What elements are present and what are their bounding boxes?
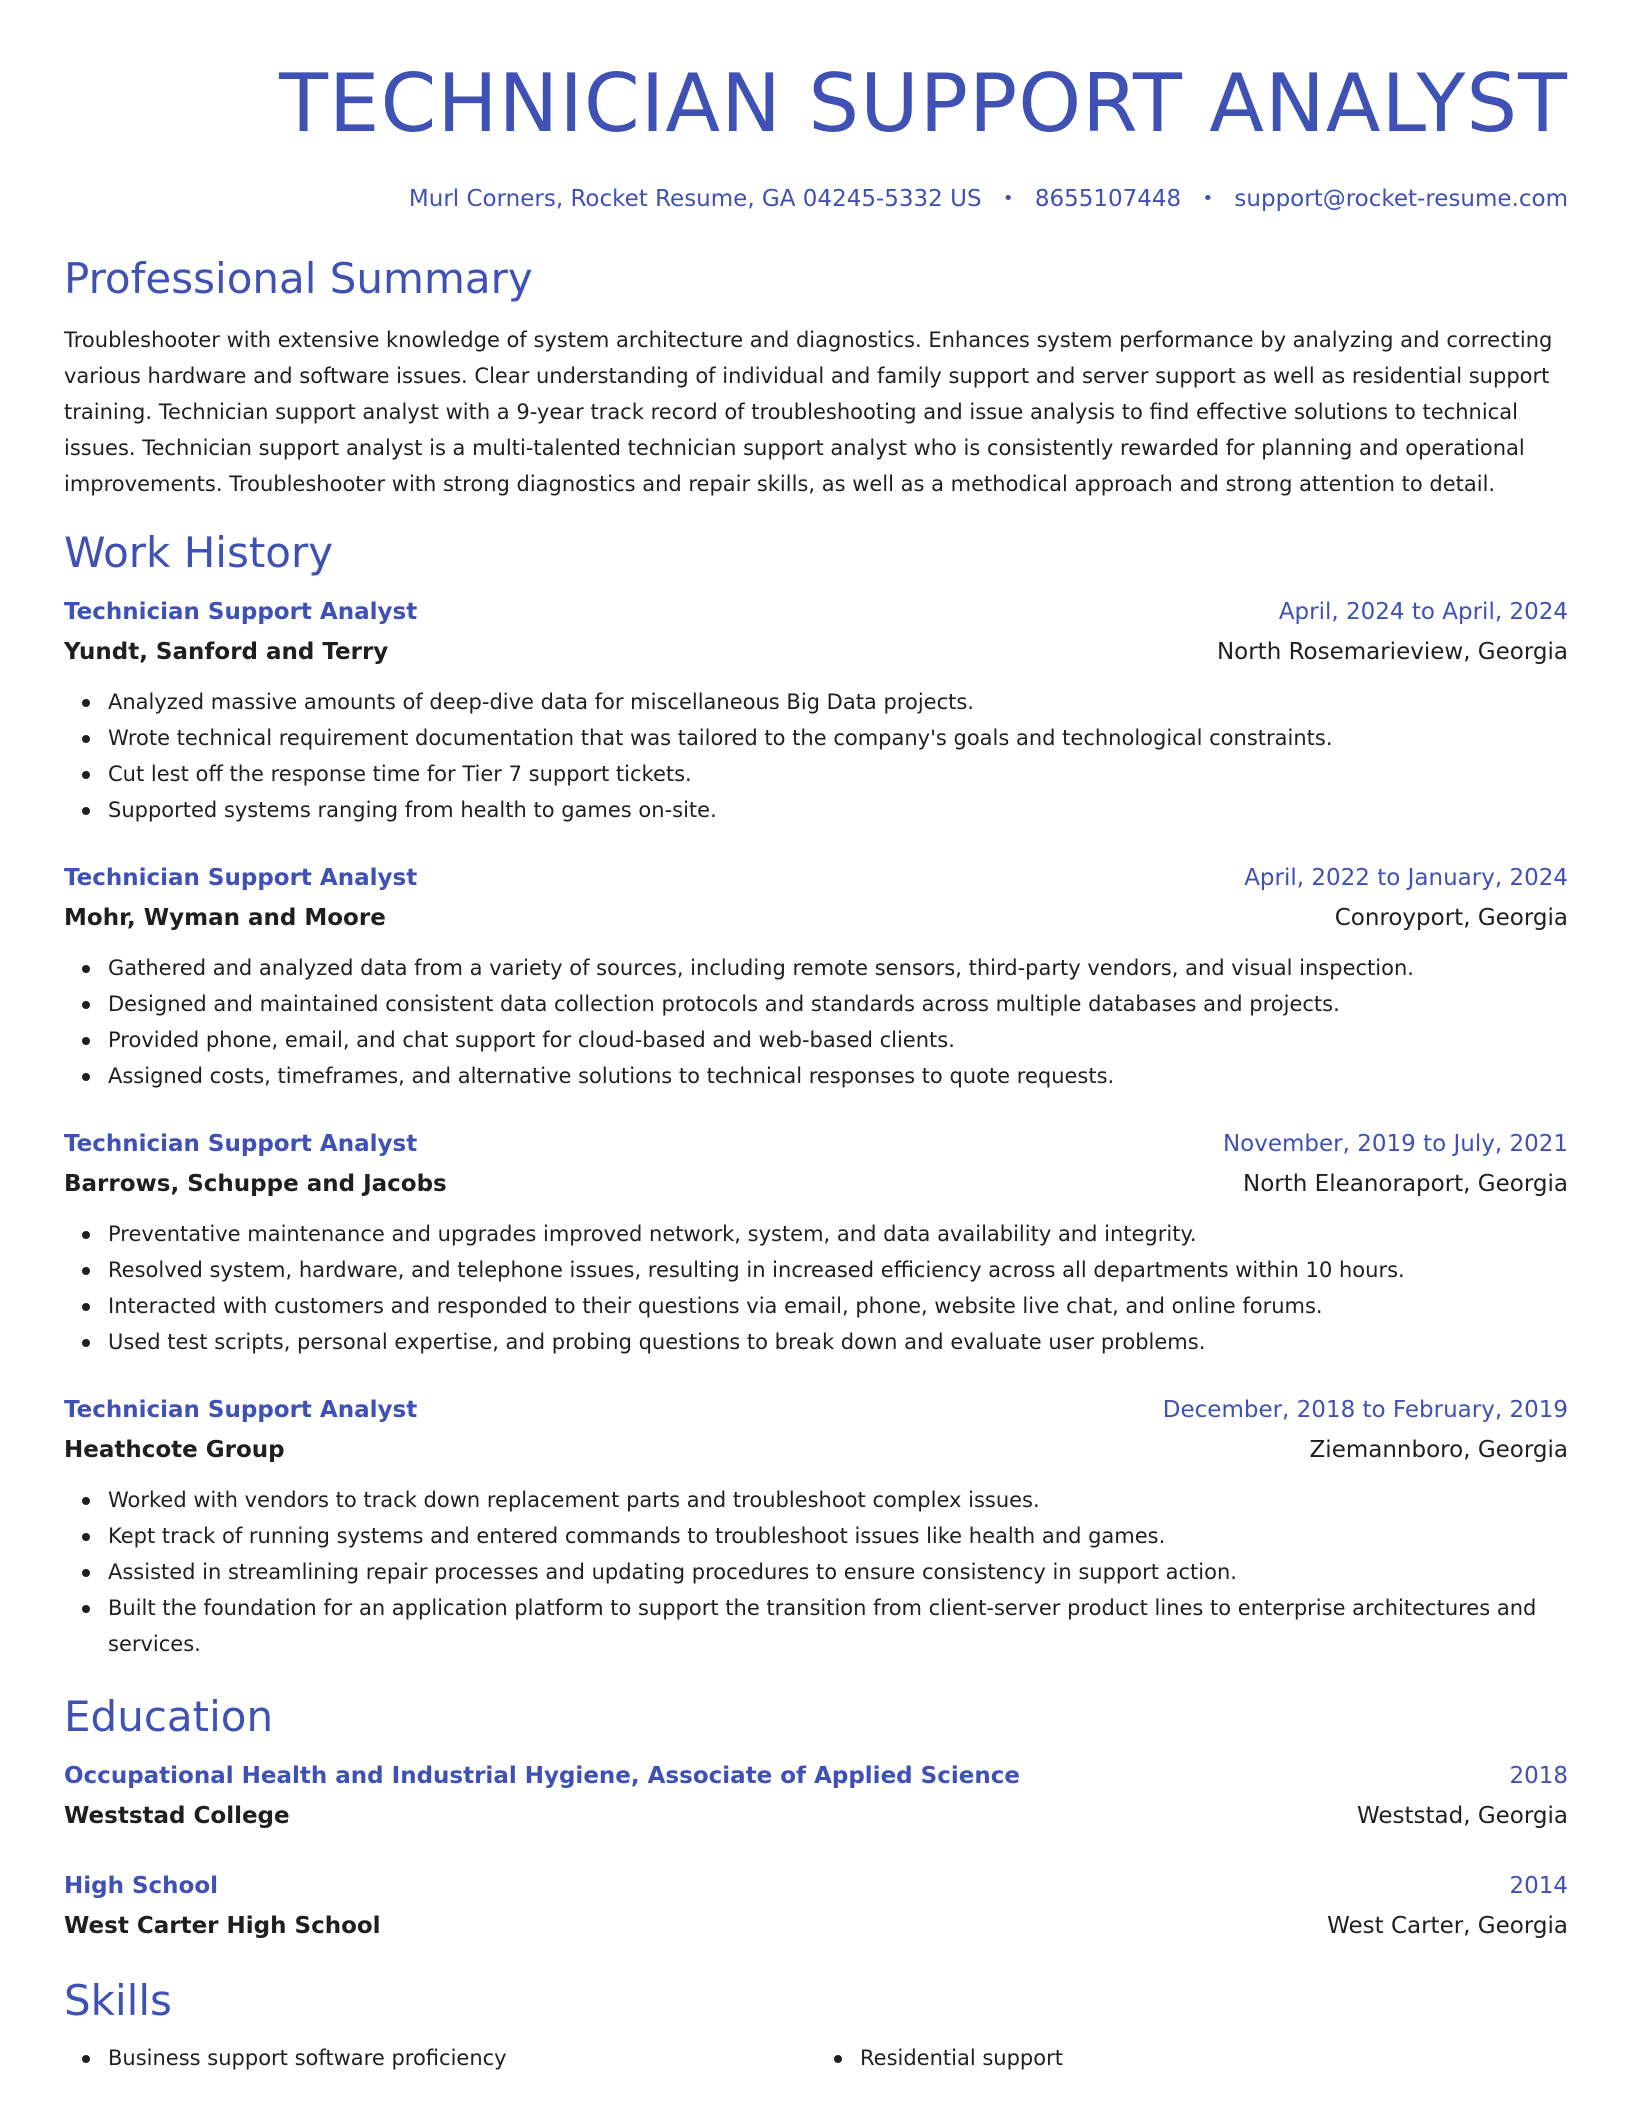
skills-column-right <box>816 2040 1568 2076</box>
skills-list <box>64 2040 1568 2076</box>
job-bullets <box>64 1482 1568 1662</box>
contact-phone: 8655107448 <box>1034 186 1182 212</box>
skill-item: Residential support <box>860 2040 1568 2076</box>
job-company: Yundt, Sanford and Terry <box>64 639 389 665</box>
job-bullet: Resolved system, hardware, and telephone issues, resulting in increased efficiency across all departments within 10 hours. <box>108 1252 1568 1288</box>
job-bullet: Preventative maintenance and upgrades improved network, system, and data availability and integrity. <box>108 1216 1568 1252</box>
job-bullet: Used test scripts, personal expertise, and probing questions to break down and evaluate user problems. <box>108 1324 1568 1360</box>
job-bullet: Gathered and analyzed data from a variety of sources, including remote sensors, third-party vendors, and visual inspection. <box>108 950 1568 986</box>
resume-header <box>64 0 1568 214</box>
job-bullet: Wrote technical requirement documentation that was tailored to the company's goals and technological constraints. <box>108 720 1568 756</box>
contact-separator: • <box>1202 188 1214 209</box>
job-dates: April, 2024 to April, 2024 <box>1278 599 1568 625</box>
job-company: Barrows, Schuppe and Jacobs <box>64 1171 447 1197</box>
contact-email: support@rocket-resume.com <box>1234 186 1568 212</box>
job-role: Technician Support Analyst <box>64 865 418 891</box>
job-role: Technician Support Analyst <box>64 1397 418 1423</box>
job-location: Conroyport, Georgia <box>1334 905 1568 931</box>
job-bullets <box>64 684 1568 828</box>
summary-text: Troubleshooter with extensive knowledge of system architecture and diagnostics. Enhances system performance by analyzing and correcting various hardware and software issues. Clear understanding of individual and family support and server support as well as residential support training. Technician support analyst with a 9-year track record of troubleshooting and issue analysis to find effective solutions to technical issues. Technician support analyst is a multi-talented technician support analyst who is consistently rewarded for planning and operational improvements. Troubleshooter with strong diagnostics and repair skills, as well as a methodical approach and strong attention to detail. <box>64 328 1553 496</box>
job-bullet: Supported systems ranging from health to games on-site. <box>108 792 1568 828</box>
education-heading: Education <box>64 1692 274 1741</box>
education-school: Weststad College <box>64 1803 290 1829</box>
job-bullet: Designed and maintained consistent data collection protocols and standards across multiple databases and projects. <box>108 986 1568 1022</box>
job-location: North Rosemarieview, Georgia <box>1216 639 1568 665</box>
job-location: Ziemannboro, Georgia <box>1309 1437 1568 1463</box>
work-history-heading: Work History <box>64 528 334 577</box>
job-company: Mohr, Wyman and Moore <box>64 905 386 931</box>
education-year: 2014 <box>1509 1873 1568 1899</box>
job-dates: December, 2018 to February, 2019 <box>1162 1397 1568 1423</box>
job-dates: April, 2022 to January, 2024 <box>1244 865 1568 891</box>
education-degree: High School <box>64 1873 219 1899</box>
job-company: Heathcote Group <box>64 1437 285 1463</box>
candidate-title: TECHNICIAN SUPPORT ANALYST <box>279 57 1568 150</box>
education-degree: Occupational Health and Industrial Hygiene, Associate of Applied Science <box>64 1763 1020 1789</box>
job-bullet: Provided phone, email, and chat support for cloud-based and web-based clients. <box>108 1022 1568 1058</box>
contact-line <box>64 184 1568 214</box>
skills-column-left <box>64 2040 816 2076</box>
job-bullet: Kept track of running systems and entered commands to troubleshoot issues like health and games. <box>108 1518 1568 1554</box>
education-school: West Carter High School <box>64 1913 381 1939</box>
job-bullet: Built the foundation for an application platform to support the transition from client-server product lines to enterprise architectures and services. <box>108 1590 1568 1662</box>
job-entry <box>64 592 1568 828</box>
job-bullet: Worked with vendors to track down replacement parts and troubleshoot complex issues. <box>108 1482 1568 1518</box>
job-role: Technician Support Analyst <box>64 599 418 625</box>
job-entry <box>64 1124 1568 1360</box>
job-bullets <box>64 1216 1568 1360</box>
education-year: 2018 <box>1509 1763 1568 1789</box>
contact-address: Murl Corners, Rocket Resume, GA 04245-5332 US <box>408 186 982 212</box>
job-bullet: Cut lest off the response time for Tier 7 support tickets. <box>108 756 1568 792</box>
education-location: Weststad, Georgia <box>1356 1803 1568 1829</box>
education-entry <box>64 1756 1568 1836</box>
education-entry <box>64 1866 1568 1946</box>
job-bullets <box>64 950 1568 1094</box>
skills-heading: Skills <box>64 1976 172 2025</box>
job-entry <box>64 1390 1568 1662</box>
contact-separator: • <box>1002 188 1014 209</box>
job-role: Technician Support Analyst <box>64 1131 418 1157</box>
summary-heading: Professional Summary <box>64 254 533 303</box>
education-location: West Carter, Georgia <box>1327 1913 1568 1939</box>
job-bullet: Analyzed massive amounts of deep-dive data for miscellaneous Big Data projects. <box>108 684 1568 720</box>
job-dates: November, 2019 to July, 2021 <box>1222 1131 1568 1157</box>
job-bullet: Interacted with customers and responded to their questions via email, phone, website live chat, and online forums. <box>108 1288 1568 1324</box>
job-entry <box>64 858 1568 1094</box>
job-bullet: Assigned costs, timeframes, and alternative solutions to technical responses to quote requests. <box>108 1058 1568 1094</box>
job-bullet: Assisted in streamlining repair processes and updating procedures to ensure consistency in support action. <box>108 1554 1568 1590</box>
job-location: North Eleanoraport, Georgia <box>1243 1171 1568 1197</box>
skill-item: Business support software proficiency <box>108 2040 816 2076</box>
